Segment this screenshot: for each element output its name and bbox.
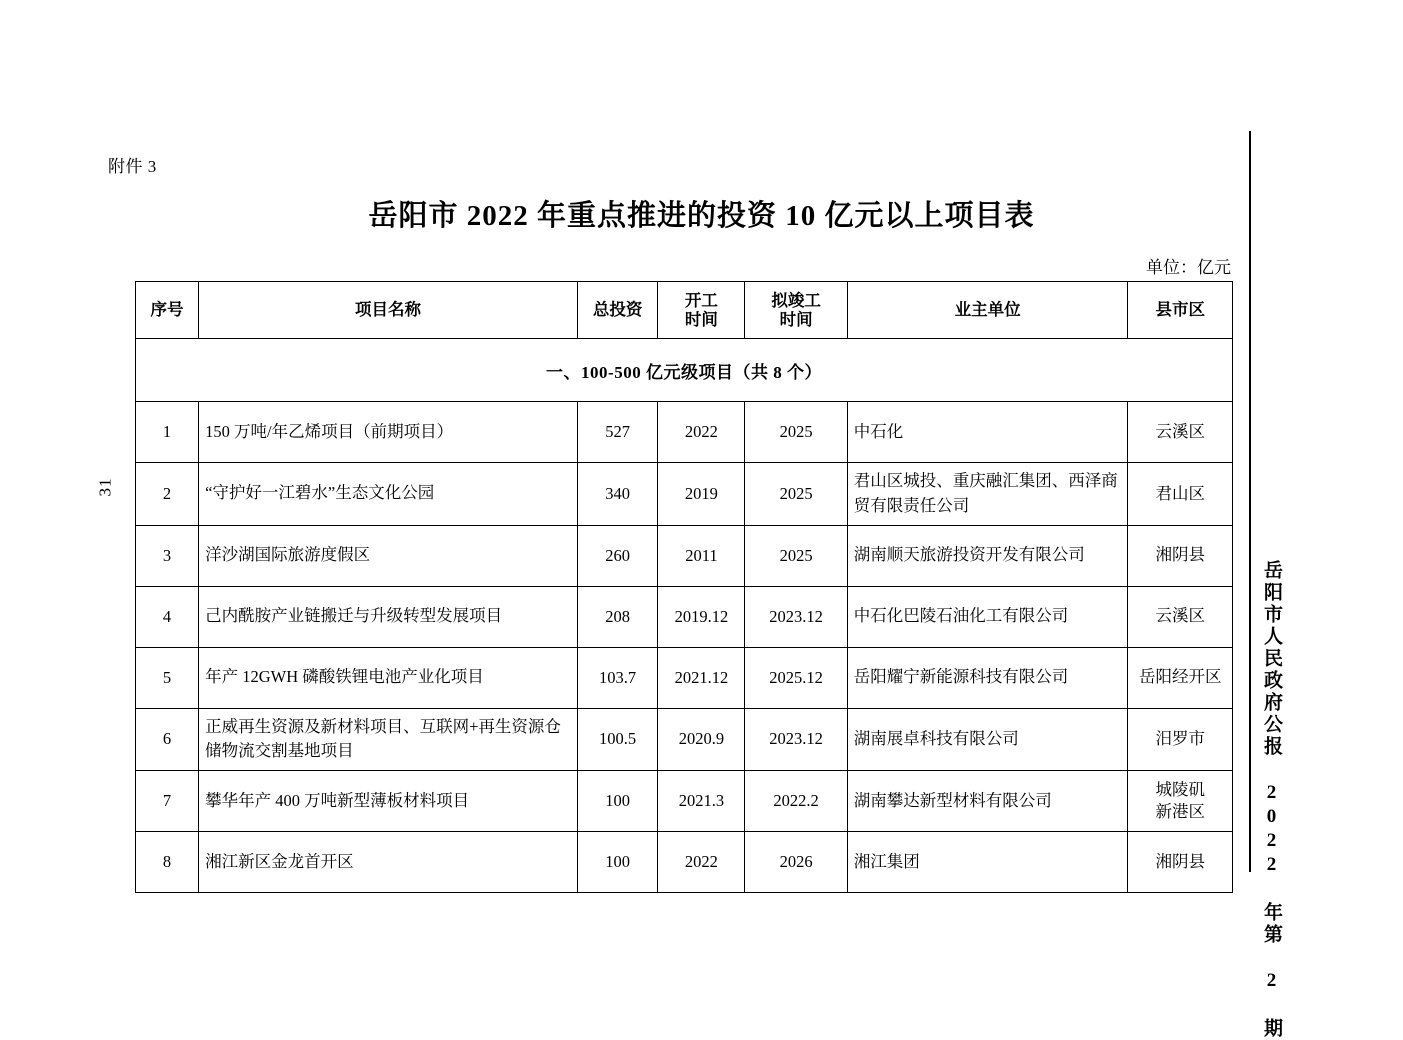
header-name: 项目名称 xyxy=(199,282,578,339)
cell-project-name: 己内酰胺产业链搬迁与升级转型发展项目 xyxy=(199,586,578,647)
running-header: 岳阳市人民政府公报 2022 年第 2 期 xyxy=(1261,560,1282,1040)
cell-project-name: 攀华年产 400 万吨新型薄板材料项目 xyxy=(199,771,578,832)
header-owner: 业主单位 xyxy=(847,282,1128,339)
cell-total-investment: 100 xyxy=(577,832,658,893)
header-region: 县市区 xyxy=(1128,282,1233,339)
table-row xyxy=(136,832,1233,893)
cell-total-investment: 527 xyxy=(577,402,658,463)
cell-no: 7 xyxy=(136,771,199,832)
project-table-container xyxy=(135,281,1233,893)
header-finish-time-line2: 时间 xyxy=(779,310,813,329)
cell-start-time: 2021.3 xyxy=(658,771,745,832)
cell-no: 8 xyxy=(136,832,199,893)
cell-no: 3 xyxy=(136,525,199,586)
cell-start-time: 2022 xyxy=(658,402,745,463)
page-number: 31 xyxy=(95,477,115,497)
table-row xyxy=(136,525,1233,586)
cell-finish-time: 2026 xyxy=(745,832,847,893)
cell-owner: 中石化 xyxy=(847,402,1128,463)
cell-start-time: 2019 xyxy=(658,463,745,526)
cell-region: 云溪区 xyxy=(1128,586,1233,647)
cell-no: 1 xyxy=(136,402,199,463)
header-start-time-line2: 时间 xyxy=(684,310,718,329)
cell-project-name: 正威再生资源及新材料项目、互联网+再生资源仓储物流交割基地项目 xyxy=(199,708,578,771)
page-title: 岳阳市 2022 年重点推进的投资 10 亿元以上项目表 xyxy=(368,200,1035,232)
cell-start-time: 2020.9 xyxy=(658,708,745,771)
cell-total-investment: 100.5 xyxy=(577,708,658,771)
header-total: 总投资 xyxy=(577,282,658,339)
header-start-time xyxy=(658,282,745,339)
cell-region xyxy=(1128,771,1233,832)
table-header-row xyxy=(136,282,1233,339)
cell-owner: 湖南顺天旅游投资开发有限公司 xyxy=(847,525,1128,586)
side-divider xyxy=(1249,131,1251,872)
cell-finish-time: 2022.2 xyxy=(745,771,847,832)
cell-start-time: 2011 xyxy=(658,525,745,586)
cell-total-investment: 100 xyxy=(577,771,658,832)
cell-owner: 君山区城投、重庆融汇集团、西泽商贸有限责任公司 xyxy=(847,463,1128,526)
cell-region: 汨罗市 xyxy=(1128,708,1233,771)
cell-no: 6 xyxy=(136,708,199,771)
attachment-label: 附件 3 xyxy=(108,157,157,176)
table-row xyxy=(136,708,1233,771)
cell-project-name: “守护好一江碧水”生态文化公园 xyxy=(199,463,578,526)
cell-region-line1: 城陵矶 xyxy=(1155,779,1205,799)
cell-start-time: 2021.12 xyxy=(658,647,745,708)
cell-region: 云溪区 xyxy=(1128,402,1233,463)
cell-total-investment: 260 xyxy=(577,525,658,586)
cell-owner: 岳阳耀宁新能源科技有限公司 xyxy=(847,647,1128,708)
table-row xyxy=(136,586,1233,647)
cell-project-name: 年产 12GWH 磷酸铁锂电池产业化项目 xyxy=(199,647,578,708)
cell-total-investment: 103.7 xyxy=(577,647,658,708)
header-no: 序号 xyxy=(136,282,199,339)
table-row xyxy=(136,647,1233,708)
cell-start-time: 2022 xyxy=(658,832,745,893)
cell-finish-time: 2025 xyxy=(745,525,847,586)
header-finish-time-line1: 拟竣工 xyxy=(771,290,821,310)
cell-no: 2 xyxy=(136,463,199,526)
cell-no: 5 xyxy=(136,647,199,708)
header-start-time-line1: 开工 xyxy=(684,290,718,310)
cell-project-name: 洋沙湖国际旅游度假区 xyxy=(199,525,578,586)
cell-region: 岳阳经开区 xyxy=(1128,647,1233,708)
cell-region: 湘阴县 xyxy=(1128,832,1233,893)
header-finish-time xyxy=(745,282,847,339)
cell-region: 君山区 xyxy=(1128,463,1233,526)
cell-owner: 中石化巴陵石油化工有限公司 xyxy=(847,586,1128,647)
cell-project-name: 150 万吨/年乙烯项目（前期项目） xyxy=(199,402,578,463)
cell-finish-time: 2023.12 xyxy=(745,708,847,771)
cell-total-investment: 208 xyxy=(577,586,658,647)
cell-region-line2: 新港区 xyxy=(1155,802,1205,821)
cell-finish-time: 2025 xyxy=(745,402,847,463)
cell-finish-time: 2025.12 xyxy=(745,647,847,708)
cell-project-name: 湘江新区金龙首开区 xyxy=(199,832,578,893)
project-table xyxy=(135,281,1233,893)
cell-finish-time: 2023.12 xyxy=(745,586,847,647)
section-title: 一、100-500 亿元级项目（共 8 个） xyxy=(136,339,1233,402)
table-row xyxy=(136,463,1233,526)
cell-start-time: 2019.12 xyxy=(658,586,745,647)
cell-region: 湘阴县 xyxy=(1128,525,1233,586)
cell-no: 4 xyxy=(136,586,199,647)
unit-note: 单位：亿元 xyxy=(1146,258,1231,277)
cell-owner: 湖南展卓科技有限公司 xyxy=(847,708,1128,771)
cell-finish-time: 2025 xyxy=(745,463,847,526)
cell-total-investment: 340 xyxy=(577,463,658,526)
table-section-row xyxy=(136,339,1233,402)
cell-owner: 湖南攀达新型材料有限公司 xyxy=(847,771,1128,832)
cell-owner: 湘江集团 xyxy=(847,832,1128,893)
table-row xyxy=(136,402,1233,463)
table-row xyxy=(136,771,1233,832)
